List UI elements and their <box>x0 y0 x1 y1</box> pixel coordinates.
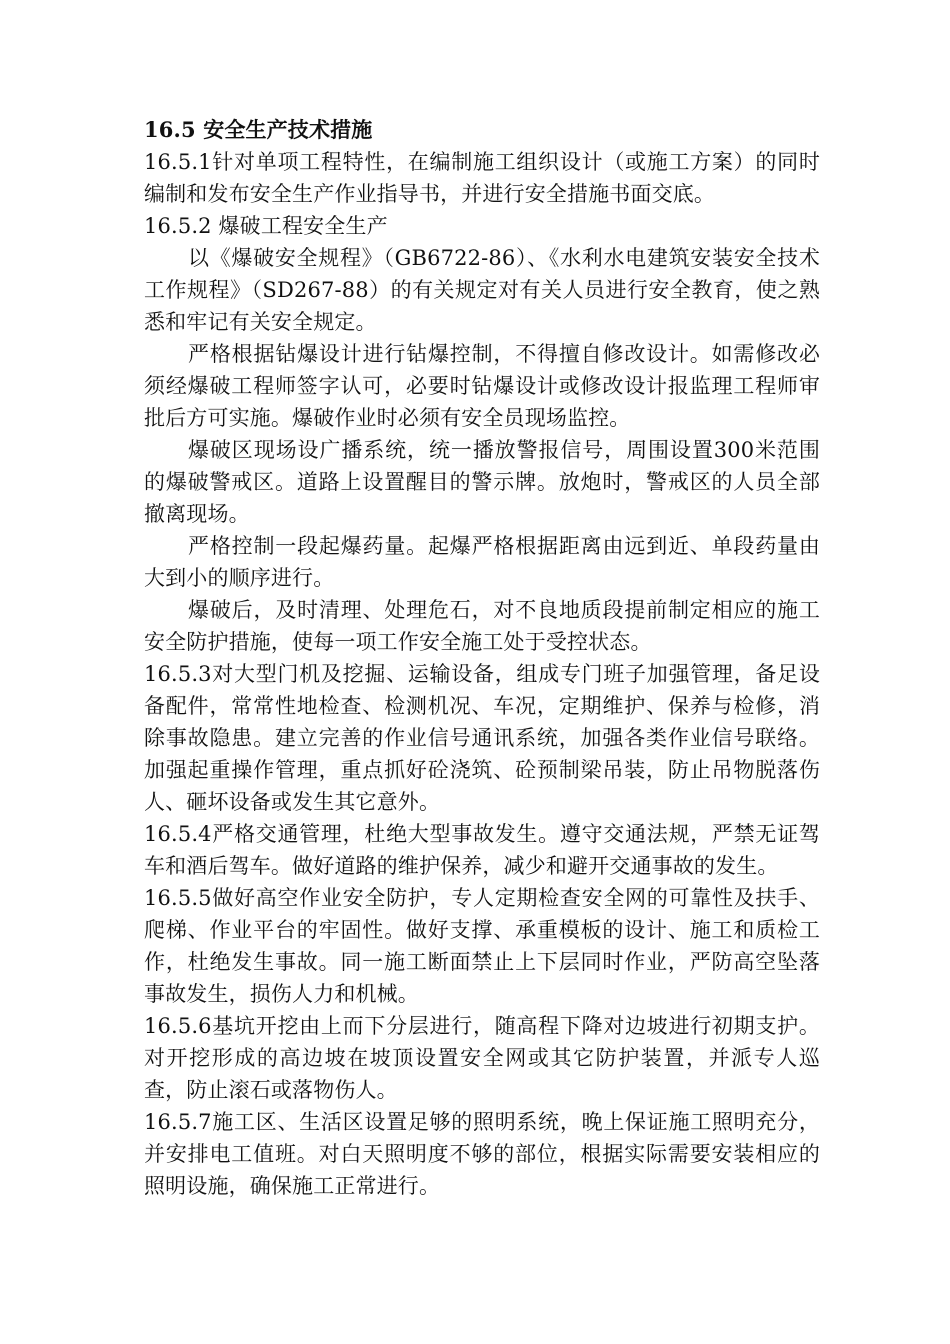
paragraph-16-5-3: 16.5.3对大型门机及挖掘、运输设备，组成专门班子加强管理，备足设备配件，常常性地检查、检测机况、车况，定期维护、保养与检修，消除事故隐患。建立完善的作业信号通讯系统，加强各类作业信号联络。加强起重操作管理，重点抓好砼浇筑、砼预制梁吊装，防止吊物脱落伤人、砸坏设备或发生其它意外。 <box>144 662 820 814</box>
paragraph-16-5-4: 16.5.4严格交通管理，杜绝大型事故发生。遵守交通法规，严禁无证驾车和酒后驾车。做好道路的维护保养，减少和避开交通事故的发生。 <box>144 822 820 878</box>
document-page <box>144 114 820 1202</box>
paragraph-16-5-7: 16.5.7施工区、生活区设置足够的照明系统，晚上保证施工照明充分，并安排电工值班。对白天照明度不够的部位，根据实际需要安装相应的照明设施，确保施工正常进行。 <box>144 1110 820 1198</box>
paragraph-16-5-1: 16.5.1针对单项工程特性，在编制施工组织设计（或施工方案）的同时编制和发布安全生产作业指导书，并进行安全措施书面交底。 <box>144 150 820 206</box>
paragraph-16-5-5: 16.5.5做好高空作业安全防护，专人定期检查安全网的可靠性及扶手、爬梯、作业平台的牢固性。做好支撑、承重模板的设计、施工和质检工作，杜绝发生事故。同一施工断面禁止上下层同时作业，严防高空坠落事故发生，损伤人力和机械。 <box>144 886 820 1006</box>
section-heading: 16.5 安全生产技术措施 <box>144 117 373 142</box>
paragraph-post-blast: 爆破后，及时清理、处理危石，对不良地质段提前制定相应的施工安全防护措施，使每一项工作安全施工处于受控状态。 <box>144 598 820 654</box>
paragraph-charge-control: 严格控制一段起爆药量。起爆严格根据距离由远到近、单段药量由大到小的顺序进行。 <box>144 534 820 590</box>
paragraph-blasting-regulations: 以《爆破安全规程》（GB6722-86）、《水利水电建筑安装安全技术工作规程》（SD267-88）的有关规定对有关人员进行安全教育，使之熟悉和牢记有关安全规定。 <box>144 246 820 334</box>
paragraph-warning-zone: 爆破区现场设广播系统，统一播放警报信号，周围设置300米范围的爆破警戒区。道路上设置醒目的警示牌。放炮时，警戒区的人员全部撤离现场。 <box>144 438 820 526</box>
paragraph-16-5-6: 16.5.6基坑开挖由上而下分层进行，随高程下降对边坡进行初期支护。对开挖形成的高边坡在坡顶设置安全网或其它防护装置，并派专人巡查，防止滚石或落物伤人。 <box>144 1014 820 1102</box>
paragraph-blasting-design: 严格根据钻爆设计进行钻爆控制，不得擅自修改设计。如需修改必须经爆破工程师签字认可，必要时钻爆设计或修改设计报监理工程师审批后方可实施。爆破作业时必须有安全员现场监控。 <box>144 342 820 430</box>
subheading-16-5-2: 16.5.2 爆破工程安全生产 <box>144 214 388 238</box>
